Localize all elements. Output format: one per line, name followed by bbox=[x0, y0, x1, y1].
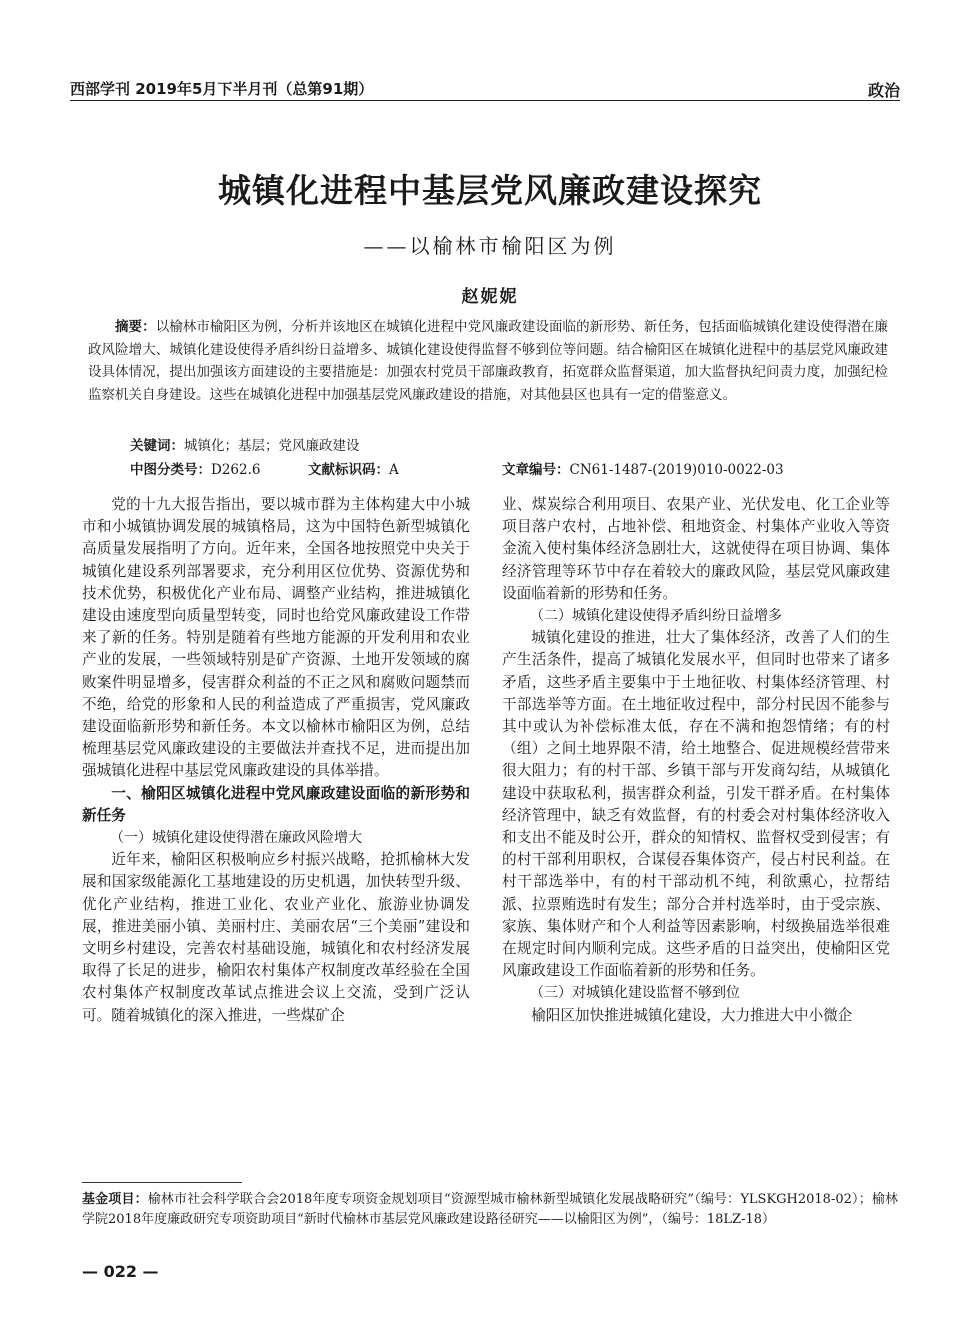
running-header bbox=[70, 74, 900, 98]
abstract bbox=[88, 316, 888, 406]
keywords-text: 城镇化；基层；党风廉政建设 bbox=[184, 438, 360, 454]
right-column bbox=[502, 494, 890, 1027]
footnote-rule bbox=[82, 1182, 242, 1183]
body-paragraph: 城镇化建设的推进，壮大了集体经济，改善了人们的生产生活条件，提高了城镇化发展水平，但同时也带来了诸多矛盾，这些矛盾主要集中于土地征收、村集体经济管理、村干部选举等方面。在土地征收过程中，部分村民因不能参与其中或认为补偿标准太低，存在不满和抱怨情绪；有的村（组）之间土地界限不清，给土地整合、促进规模经营带来很大阻力；有的村干部、乡镇干部与开发商勾结，从城镇化建设中获取私利，损害群众利益，引发干群矛盾。在村集体经济管理中，缺乏有效监督，有的村委会对村集体经济收入和支出不能及时公开，群众的知情权、监督权受到侵害；有的村干部利用职权，合谋侵吞集体资产，侵占村民利益。在村干部选举中，有的村干部动机不纯，利欲熏心，拉帮结派、拉票贿选时有发生；部分合并村选举时，由于受宗族、家族、集体财产和个人利益等因素影响，村级换届选举很难在规定时间内顺利完成。这些矛盾的日益突出，使榆阳区党风廉政建设工作面临着新的形势和任务。 bbox=[502, 629, 890, 980]
funding-footnote bbox=[82, 1190, 898, 1230]
body-paragraph: 党的十九大报告指出，要以城市群为主体构建大中小城市和小城镇协调发展的城镇格局，这为中国特色新型城镇化高质量发展指明了方向。近年来，全国各地按照党中央关于城镇化建设系列部署要求，充分利用区位优势、资源优势和技术优势，积极优化产业布局、调整产业结构，推进城镇化建设由速度型向质量型转变，同时也给党风廉政建设工作带来了新的任务。特别是随着有些地方能源的开发利用和农业产业的发展，一些领域特别是矿产资源、土地开发领域的腐败案件明显增多，侵害群众利益的不正之风和腐败问题禁而不绝，给党的形象和人民的利益造成了严重损害，党风廉政建设面临新形势和新任务。本文以榆林市榆阳区为例，总结梳理基层党风廉政建设的主要做法并查找不足，进而提出加强城镇化进程中基层党风廉政建设的具体举措。 bbox=[82, 496, 470, 780]
abstract-text: 以榆林市榆阳区为例，分析并该地区在城镇化进程中党风廉政建设面临的新形势、新任务，包括面临城镇化建设使得潜在廉政风险增大、城镇化建设使得矛盾纠纷日益增多、城镇化建设使得监督不够到位等问题。结合榆阳区在城镇化进程中的基层党风廉政建设具体情况，提出加强该方面建设的主要措施是：加强农村党员干部廉政教育，拓宽群众监督渠道，加大监督执纪问责力度，加强纪检监察机关自身建设。这些在城镇化进程中加强基层党风廉政建设的措施，对其他县区也具有一定的借鉴意义。 bbox=[88, 319, 888, 403]
body-paragraph: 近年来，榆阳区积极响应乡村振兴战略，抢抓榆林大发展和国家级能源化工基地建设的历史机遇，加快转型升级、优化产业结构，推进工业化、农业产业化、旅游业协调发展，推进美丽小镇、美丽村庄、美丽农居“三个美丽”建设和文明乡村建设，完善农村基础设施，城镇化和农村经济发展取得了长足的进步，榆阳农村集体产权制度改革经验在全国农村集体产权制度改革试点推进会议上交流，受到广泛认可。随着城镇化的深入推进，一些煤矿企 bbox=[82, 851, 470, 1024]
subsection-heading: （二）城镇化建设使得矛盾纠纷日益增多 bbox=[530, 608, 782, 625]
document-code: 文献标识码：A bbox=[308, 462, 399, 478]
keywords bbox=[130, 434, 360, 454]
article-subtitle: ——以榆林市榆阳区为例 bbox=[363, 234, 617, 258]
subsection-heading: （三）对城镇化建设监督不够到位 bbox=[530, 985, 740, 1002]
section-heading: 一、榆阳区城镇化进程中党风廉政建设面临的新形势和新任务 bbox=[82, 784, 470, 824]
keywords-label: 关键词： bbox=[130, 438, 184, 454]
section-label: 政治 bbox=[867, 81, 900, 100]
header-rule bbox=[70, 100, 900, 101]
body-paragraph: 榆阳区加快推进城镇化建设，大力推进大中小微企 bbox=[531, 1006, 853, 1024]
footnote-text: 榆林市社会科学联合会2018年度专项资金规划项目“资源型城市榆林新型城镇化发展战略研究”（编号：YLSKGH2018-02）；榆林学院2018年度廉政研究专项资助项目“新时代榆林市基层党风廉政建设路径研究——以榆阳区为例”，（编号：18LZ-18） bbox=[82, 1192, 898, 1227]
left-column bbox=[82, 494, 470, 1027]
author-name: 赵妮妮 bbox=[461, 287, 519, 307]
journal-info: 西部学刊 2019年5月下半月刊（总第91期） bbox=[70, 80, 374, 98]
article-number: 文章编号：CN61-1487-(2019)010-0022-03 bbox=[502, 462, 784, 478]
article-title: 城镇化进程中基层党风廉政建设探究 bbox=[218, 171, 762, 210]
classification-line bbox=[130, 458, 910, 480]
subsection-heading: （一）城镇化建设使得潜在廉政风险增大 bbox=[110, 830, 362, 847]
body-paragraph: 业、煤炭综合利用项目、农果产业、光伏发电、化工企业等项目落户农村，占地补偿、租地资金、村集体产业收入等资金流入使村集体经济急剧壮大，这就使得在项目协调、集体经济管理等环节中存在着较大的廉政风险，基层党风廉政建设面临着新的形势和任务。 bbox=[502, 496, 890, 602]
page-number: — 022 — bbox=[82, 1262, 159, 1281]
clc-number: 中图分类号：D262.6 bbox=[130, 462, 261, 478]
footnote-label: 基金项目： bbox=[82, 1192, 148, 1207]
abstract-label: 摘要： bbox=[115, 319, 156, 335]
